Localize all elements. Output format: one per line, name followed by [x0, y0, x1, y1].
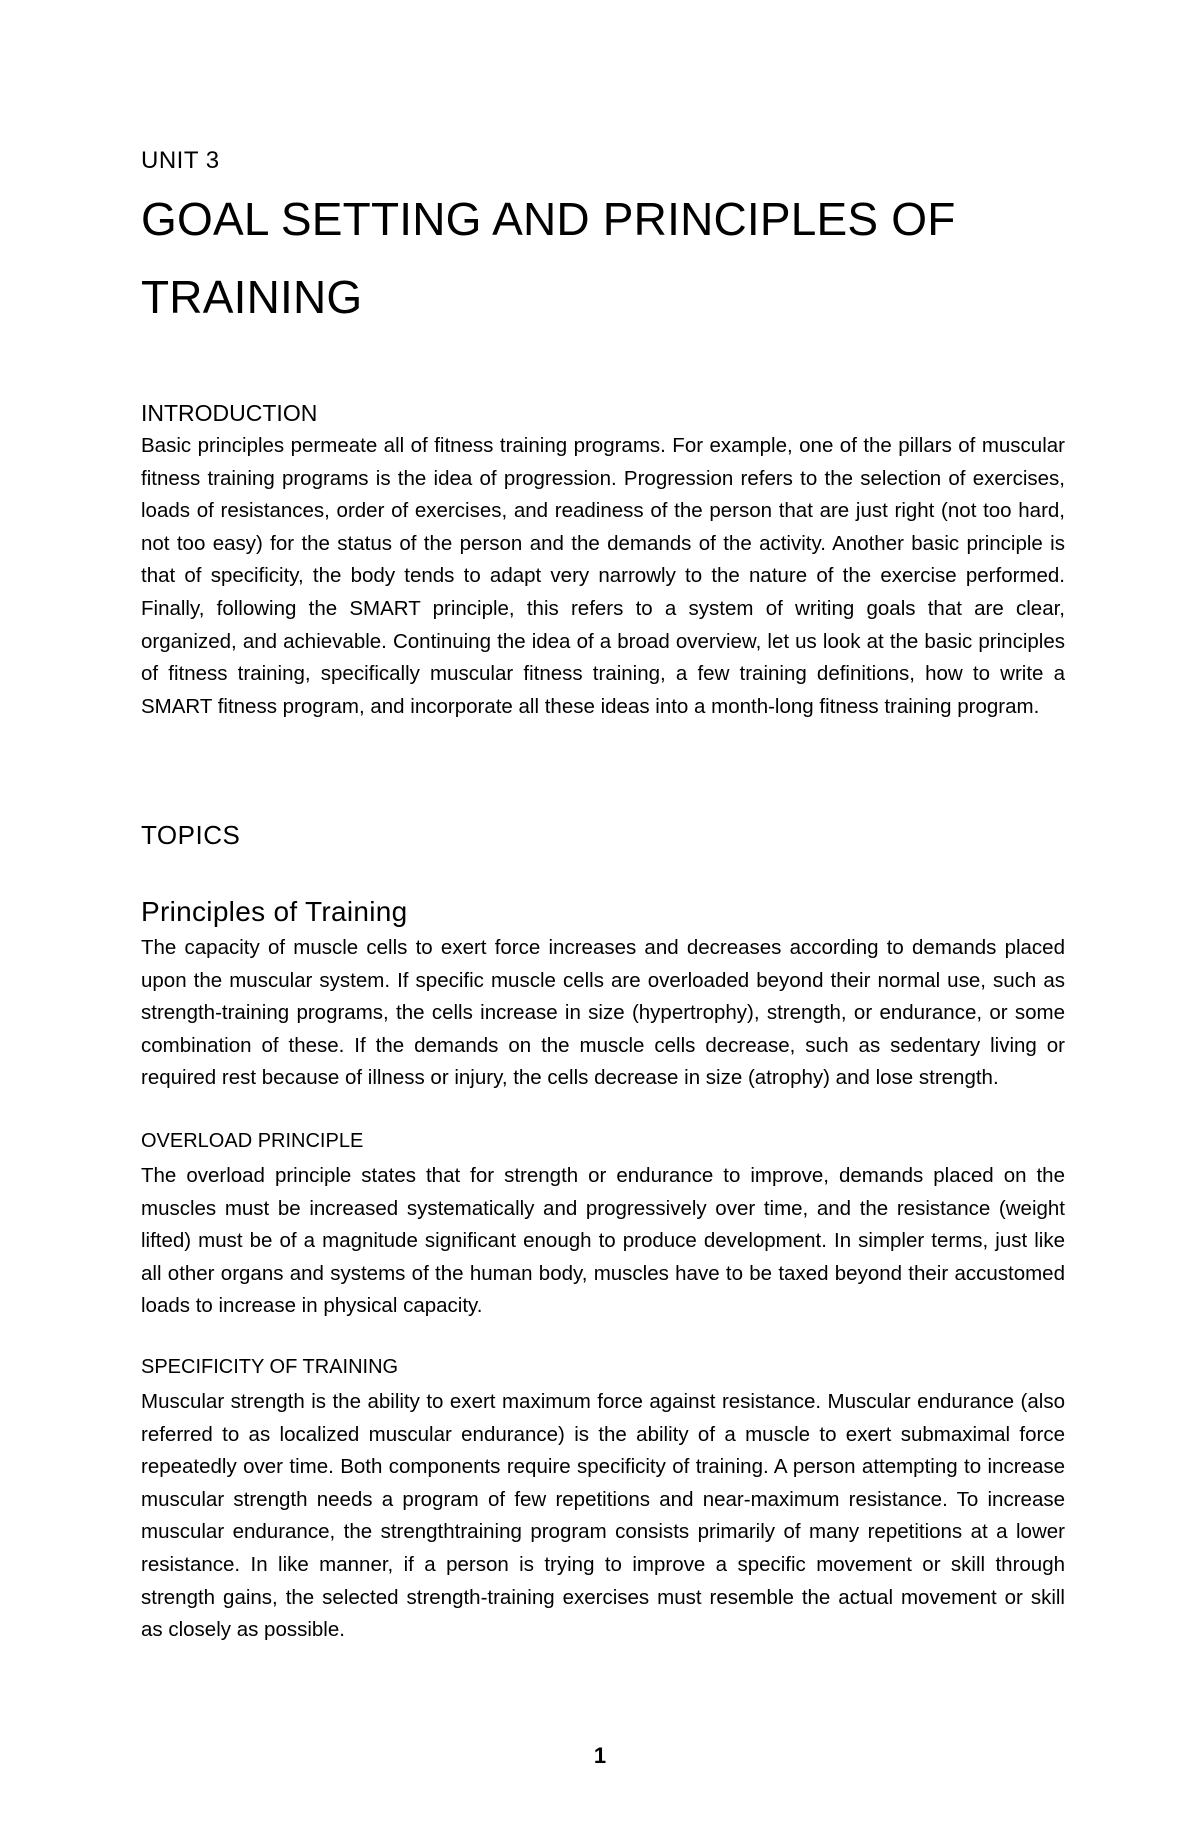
overload-principle-text: The overload principle states that for strength or endurance to improve, demands placed on the muscles must be increased systematically and progressively over time, and the resistance (weight lifted) must be of a magnitude significant enough to produce development. In simpler terms, just like all other organs and systems of the human body, muscles have to be taxed beyond their accustomed loads to increase in physical capacity.: [141, 1164, 1065, 1318]
introduction-text: Basic principles permeate all of fitness training programs. For example, one of the pillars of muscular fitness training programs is the idea of progression. Progression refers to the selection of exercises, loads of resistances, order of exercises, and readiness of the person that are just right (not too hard, not too easy) for the status of the person and the demands of the activity. Another basic principle is that of specificity, the body tends to adapt very narrowly to the nature of the exercise performed. Finally, following the SMART principle, this refers to a system of writing goals that are clear, organized, and achievable. Continuing the idea of a broad overview, let us look at the basic principles of fitness training, specifically muscular fitness training, a few training definitions, how to write a SMART fitness program, and incorporate all these ideas into a month-long fitness training program.: [141, 434, 1065, 718]
specificity-of-training-heading: SPECIFICITY OF TRAINING: [141, 1356, 399, 1378]
introduction-heading: INTRODUCTION: [141, 400, 318, 426]
topics-heading: TOPICS: [141, 820, 241, 850]
page-title: GOAL SETTING AND PRINCIPLES OF TRAINING: [141, 193, 956, 323]
principles-of-training-text: The capacity of muscle cells to exert force increases and decreases according to demands placed upon the muscular system. If specific muscle cells are overloaded beyond their normal use, such as strength-training programs, the cells increase in size (hypertrophy), strength, or endurance, or some combination of these. If the demands on the muscle cells decrease, such as sedentary living or required rest because of illness or injury, the cells decrease in size (atrophy) and lose strength.: [141, 936, 1065, 1090]
unit-label: UNIT 3: [141, 147, 220, 174]
principles-of-training-heading: Principles of Training: [141, 896, 408, 927]
specificity-of-training-text: Muscular strength is the ability to exert maximum force against resistance. Muscular endurance (also referred to as localized muscular endurance) is the ability of a muscle to exert submaximal force repeatedly over time. Both components require specificity of training. A person attempting to increase muscular strength needs a program of few repetitions and near-maximum resistance. To increase muscular endurance, the strengthtraining program consists primarily of many repetitions at a lower resistance. In like manner, if a person is trying to improve a specific movement or skill through strength gains, the selected strength-training exercises must resemble the actual movement or skill as closely as possible.: [141, 1390, 1065, 1642]
overload-principle-heading: OVERLOAD PRINCIPLE: [141, 1130, 364, 1152]
page-number: 1: [593, 1743, 607, 1768]
